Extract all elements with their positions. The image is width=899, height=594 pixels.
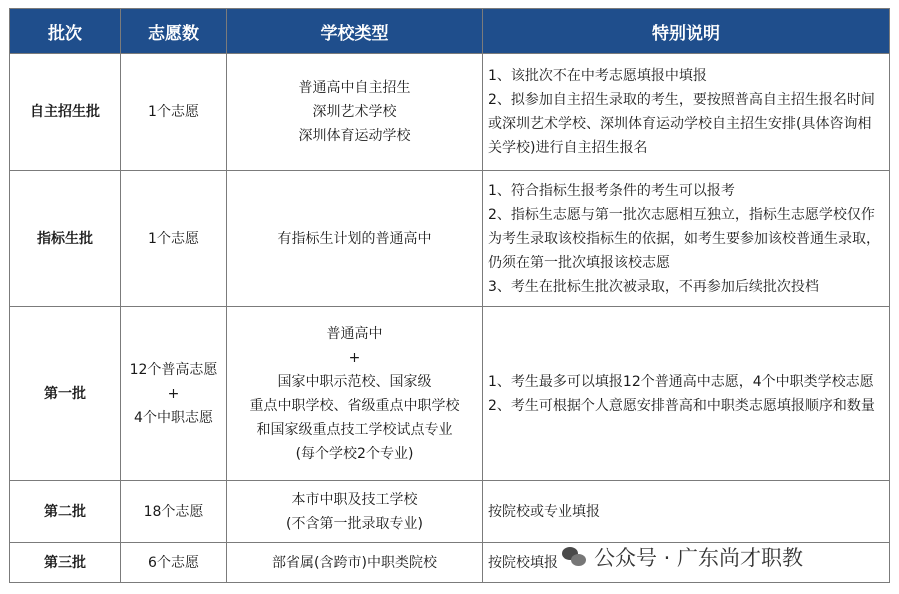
note-line: 1、该批次不在中考志愿填报中填报 (488, 68, 707, 84)
notes-cell (483, 171, 890, 307)
header-notes: 特别说明 (483, 9, 890, 54)
admission-batch-table (9, 8, 890, 583)
school-type-cell (227, 543, 483, 583)
notes-cell (483, 54, 890, 171)
note-line: 按院校或专业填报 (488, 503, 600, 520)
quota-line: 1个志愿 (148, 230, 199, 247)
quota-line: 1个志愿 (148, 104, 199, 120)
batch-cell: 第二批 (10, 481, 121, 543)
school-type-cell (227, 171, 483, 307)
watermark-text: 公众号 · 广东尚才职教 (594, 546, 804, 570)
quota-line: 18个志愿 (143, 503, 204, 520)
note-line: 按院校填报 (488, 554, 558, 571)
quota-cell (121, 54, 227, 171)
note-line: 2、拟参加自主招生录取的考生，要按照普高自主招生报名时间或深圳艺术学校、深圳体育运动学校自主招生安排(具体咨询相关学校)进行自主招生报名 (488, 92, 875, 156)
quota-line: 12个普高志愿 (129, 361, 218, 378)
table-row (10, 307, 890, 481)
school-type-cell (227, 54, 483, 171)
watermark (560, 540, 803, 574)
batch-cell: 第三批 (10, 543, 121, 583)
quota-line: 6个志愿 (148, 554, 199, 571)
school-line: (每个学校2个专业) (295, 445, 414, 462)
quota-cell (121, 171, 227, 307)
notes-cell (483, 307, 890, 481)
note-line: 2、指标生志愿与第一批次志愿相互独立，指标生志愿学校仅作为考生录取该校指标生的依据，如考生要参加该校普通生录取，仍须在第一批次填报该校志愿 (488, 206, 880, 271)
school-line: 深圳体育运动学校 (298, 128, 411, 144)
header-school-type: 学校类型 (227, 9, 483, 54)
quota-line: 4个中职志愿 (134, 409, 213, 426)
school-line: + (348, 349, 361, 366)
school-line: 和国家级重点技工学校试点专业 (256, 421, 453, 438)
table-row (10, 54, 890, 171)
header-batch: 批次 (10, 9, 121, 54)
quota-cell (121, 481, 227, 543)
note-line: 1、符合指标生报考条件的考生可以报考 (488, 182, 735, 199)
school-type-cell (227, 481, 483, 543)
school-line: 有指标生计划的普通高中 (277, 230, 432, 247)
school-line: 重点中职学校、省级重点中职学校 (249, 397, 460, 414)
note-line: 1、考生最多可以填报12个普通高中志愿，4个中职类学校志愿 (488, 373, 874, 390)
school-line: 普通高中 (326, 325, 383, 342)
school-line: 深圳艺术学校 (312, 104, 397, 120)
school-line: 本市中职及技工学校 (291, 491, 418, 508)
header-quota: 志愿数 (121, 9, 227, 54)
notes-cell (483, 481, 890, 543)
quota-cell (121, 307, 227, 481)
school-type-cell (227, 307, 483, 481)
quota-cell (121, 543, 227, 583)
note-line: 2、考生可根据个人意愿安排普高和中职类志愿填报顺序和数量 (488, 397, 875, 414)
batch-cell: 第一批 (10, 307, 121, 481)
school-line: 普通高中自主招生 (298, 80, 411, 96)
quota-line: + (167, 385, 180, 402)
school-line: 部省属(含跨市)中职类院校 (272, 554, 437, 571)
school-line: 国家中职示范校、国家级 (277, 373, 432, 390)
table-row (10, 171, 890, 307)
table-row (10, 481, 890, 543)
wechat-icon (560, 543, 588, 571)
school-line: (不含第一批录取专业) (286, 515, 423, 532)
table-header-row (10, 9, 890, 54)
note-line: 3、考生在批标生批次被录取，不再参加后续批次投档 (488, 278, 819, 295)
batch-cell: 指标生批 (10, 171, 121, 307)
batch-cell: 自主招生批 (10, 54, 121, 171)
